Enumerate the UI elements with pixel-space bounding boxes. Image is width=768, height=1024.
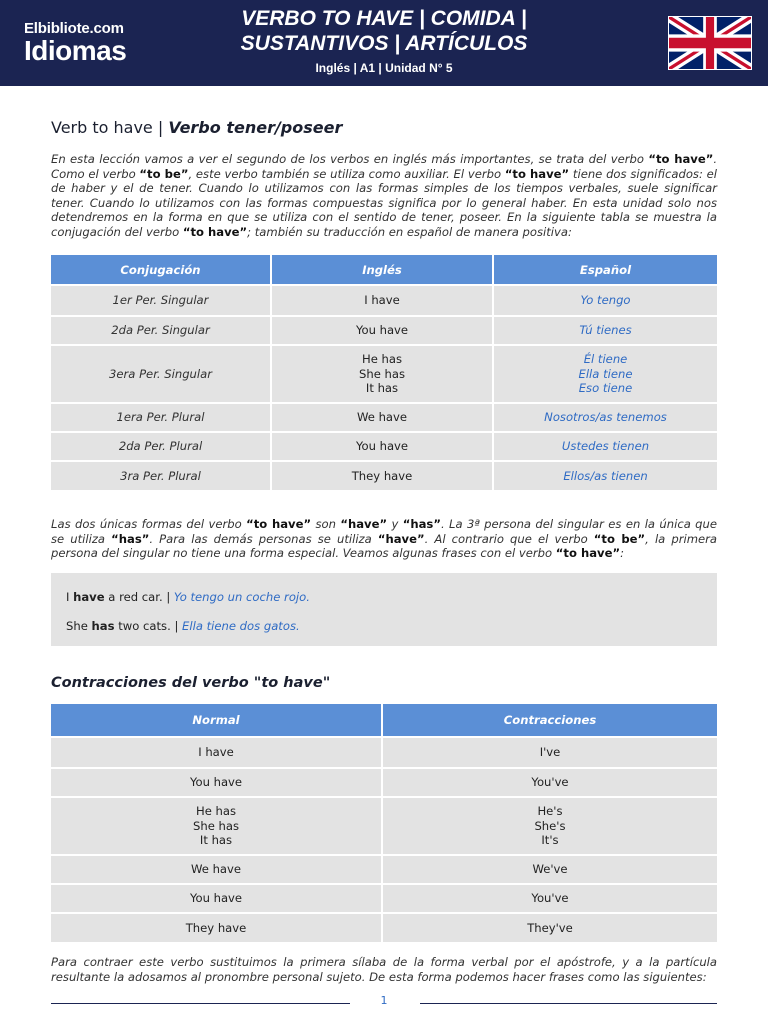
- forms-text: , la primera persona del singular no tiene una forma especial. Veamos algunas frases con el verbo: [51, 531, 718, 561]
- title-line-2: SUSTANTIVOS | ARTÍCULOS: [240, 32, 528, 55]
- example-2-pre: She: [66, 619, 92, 633]
- intro-text: ; también su traducción en español de manera positiva:: [247, 224, 572, 239]
- forms-text: . La 3ª persona del singular es en la única que se utiliza: [51, 517, 718, 546]
- intro-term: “to have”: [182, 224, 248, 239]
- cell-contraction: [383, 854, 717, 883]
- normal-form: You have: [189, 775, 243, 790]
- table-row: [51, 431, 717, 460]
- contracted-form: You've: [531, 891, 569, 906]
- forms-text: :: [620, 546, 624, 561]
- spanish-form: Ustedes tienen: [561, 439, 650, 454]
- cell-person: 1er Per. Singular: [51, 284, 272, 315]
- cell-spanish: [494, 315, 717, 344]
- spanish-form: Eso tiene: [578, 381, 633, 396]
- spanish-form: Tú tienes: [579, 323, 632, 338]
- contracted-form: She's: [534, 818, 566, 833]
- cell-english: [272, 315, 494, 344]
- cell-contraction: [383, 796, 717, 854]
- cell-person: 2da Per. Singular: [51, 315, 272, 344]
- cell-normal: [51, 883, 383, 912]
- forms-text: . Al contrario que el verbo: [424, 531, 594, 546]
- example-2-translation: Ella tiene dos gatos.: [182, 619, 300, 633]
- cell-spanish: [494, 344, 717, 402]
- footer-rule-left: [51, 1003, 350, 1004]
- cell-spanish: [494, 431, 717, 460]
- forms-text: y: [387, 517, 403, 531]
- forms-term: “has”: [111, 531, 150, 546]
- spanish-form: Yo tengo: [580, 293, 631, 308]
- example-1-post: a red car. |: [104, 590, 174, 604]
- intro-text: , este verbo también se utiliza como auxiliar. El verbo: [188, 166, 505, 181]
- table-row: [51, 460, 717, 490]
- cell-english: [272, 431, 494, 460]
- forms-paragraph: [51, 517, 717, 561]
- example-1-pre: I: [66, 590, 74, 604]
- intro-text: tiene dos significados: el de haber y el de tener. Cuando lo utilizamos con las formas simples de los tiempos verbales, suele significar tener. Cuando lo utilizamos con las formas compuestas significa por lo general haber. En esta unidad solo nos detendremos en la forma en que se utiliza con el sentido de tener, poseer. En la siguiente tabla se muestra la conjugación del verbo: [51, 166, 717, 239]
- contracted-form: You've: [531, 775, 569, 790]
- forms-text: son: [311, 517, 341, 531]
- english-form: You have: [355, 323, 409, 338]
- cell-contraction: [383, 912, 717, 942]
- normal-form: She has: [192, 818, 240, 833]
- english-form: You have: [355, 439, 409, 454]
- logo-site-name: Elbibliote.com: [24, 20, 124, 37]
- normal-form: It has: [199, 833, 233, 848]
- cell-person: 3ra Per. Plural: [51, 460, 272, 490]
- contracted-form: It's: [541, 833, 559, 848]
- cell-person: 1era Per. Plural: [51, 402, 272, 431]
- cell-english: [272, 402, 494, 431]
- col-header-espanol: Español: [494, 255, 717, 284]
- col-header-conjugacion: Conjugación: [51, 255, 272, 284]
- page-number: 1: [380, 994, 388, 1007]
- heading-english: Verb to have |: [51, 118, 169, 137]
- intro-text: . Como el verbo: [51, 152, 718, 181]
- contraction-table: [51, 704, 717, 942]
- table-row: [51, 854, 717, 883]
- cell-spanish: [494, 284, 717, 315]
- contracted-form: I've: [539, 745, 561, 760]
- document-title: [170, 6, 598, 75]
- cell-english: [272, 284, 494, 315]
- conjugation-header-row: [51, 255, 717, 284]
- table-row: [51, 344, 717, 402]
- intro-paragraph: [51, 152, 717, 240]
- cell-person: 2da Per. Plural: [51, 431, 272, 460]
- col-header-contracciones: Contracciones: [383, 704, 717, 736]
- table-row: [51, 767, 717, 796]
- uk-flag-icon: [668, 16, 752, 70]
- cell-contraction: [383, 767, 717, 796]
- normal-form: You have: [189, 891, 243, 906]
- forms-text: Las dos únicas formas del verbo: [51, 517, 247, 531]
- cell-contraction: [383, 883, 717, 912]
- cell-spanish: [494, 460, 717, 490]
- col-header-normal: Normal: [51, 704, 383, 736]
- examples-box: [51, 573, 717, 646]
- english-form: They have: [351, 468, 413, 483]
- intro-term: “to be”: [139, 166, 189, 181]
- cell-english: [272, 344, 494, 402]
- intro-term: “to have”: [648, 152, 714, 166]
- cell-normal: [51, 736, 383, 767]
- table-row: [51, 402, 717, 431]
- spanish-form: Él tiene: [583, 352, 628, 367]
- example-1-translation: Yo tengo un coche rojo.: [173, 590, 310, 604]
- forms-term: “to have”: [246, 517, 312, 531]
- title-line-1: VERBO TO HAVE | COMIDA |: [241, 7, 527, 30]
- english-form: We have: [356, 410, 408, 425]
- normal-form: I have: [198, 745, 234, 760]
- section-heading-contracciones: Contracciones del verbo "to have": [51, 675, 331, 691]
- conjugation-table-wrap: [51, 255, 717, 490]
- forms-text: . Para las demás personas se utiliza: [149, 531, 378, 546]
- cell-normal: [51, 767, 383, 796]
- conjugation-table: [51, 255, 717, 490]
- table-row: [51, 736, 717, 767]
- conjugation-table-body: [51, 284, 717, 490]
- section-heading-verb-to-have: [51, 118, 717, 137]
- forms-term: “to be”: [593, 531, 646, 546]
- english-form: It has: [365, 381, 399, 396]
- col-header-ingles: Inglés: [272, 255, 494, 284]
- cell-english: [272, 460, 494, 490]
- table-row: [51, 883, 717, 912]
- contraction-table-wrap: [51, 704, 717, 942]
- spanish-form: Ellos/as tienen: [563, 468, 648, 483]
- normal-form: He has: [195, 804, 237, 819]
- heading-spanish: Verbo tener/poseer: [168, 118, 343, 137]
- forms-term: “have”: [340, 517, 388, 531]
- english-form: He has: [361, 352, 403, 367]
- cell-normal: [51, 796, 383, 854]
- spanish-form: Nosotros/as tenemos: [544, 410, 667, 425]
- contracted-form: We've: [532, 862, 568, 877]
- table-row: [51, 796, 717, 854]
- example-1-verb: have: [73, 590, 105, 604]
- example-sentence-1: [66, 590, 310, 604]
- normal-form: They have: [185, 920, 247, 935]
- cell-contraction: [383, 736, 717, 767]
- cell-normal: [51, 912, 383, 942]
- forms-term: “have”: [377, 531, 425, 546]
- normal-form: We have: [190, 862, 242, 877]
- cell-person: 3era Per. Singular: [51, 344, 272, 402]
- cell-normal: [51, 854, 383, 883]
- contraction-header-row: [51, 704, 717, 736]
- logo-brand: Idiomas: [24, 35, 127, 66]
- contracted-form: He's: [537, 804, 563, 819]
- contraction-table-body: [51, 736, 717, 942]
- intro-term: “to have”: [504, 166, 570, 181]
- table-row: [51, 284, 717, 315]
- table-row: [51, 912, 717, 942]
- cell-spanish: [494, 402, 717, 431]
- example-2-post: two cats. |: [114, 619, 183, 633]
- spanish-form: Ella tiene: [578, 366, 633, 381]
- contracted-form: They've: [527, 920, 573, 935]
- footer-rule-right: [420, 1003, 717, 1004]
- site-logo[interactable]: [24, 20, 126, 65]
- table-row: [51, 315, 717, 344]
- intro-text: En esta lección vamos a ver el segundo de los verbos en inglés más importantes, se trata del verbo: [51, 152, 649, 166]
- english-form: I have: [364, 293, 400, 308]
- forms-term: “has”: [402, 517, 441, 531]
- example-2-verb: has: [91, 619, 115, 633]
- english-form: She has: [358, 366, 406, 381]
- closing-paragraph: Para contraer este verbo sustituimos la primera sílaba de la forma verbal por el apóstrofe, y a la partícula resultante la adosamos al pronombre personal sujeto. De esta forma podemos hacer frases como las siguientes:: [51, 955, 717, 984]
- example-sentence-2: [66, 619, 300, 633]
- forms-term: “to have”: [555, 546, 621, 561]
- unit-subtitle: Inglés | A1 | Unidad N° 5: [315, 61, 453, 75]
- page-header: [0, 0, 768, 86]
